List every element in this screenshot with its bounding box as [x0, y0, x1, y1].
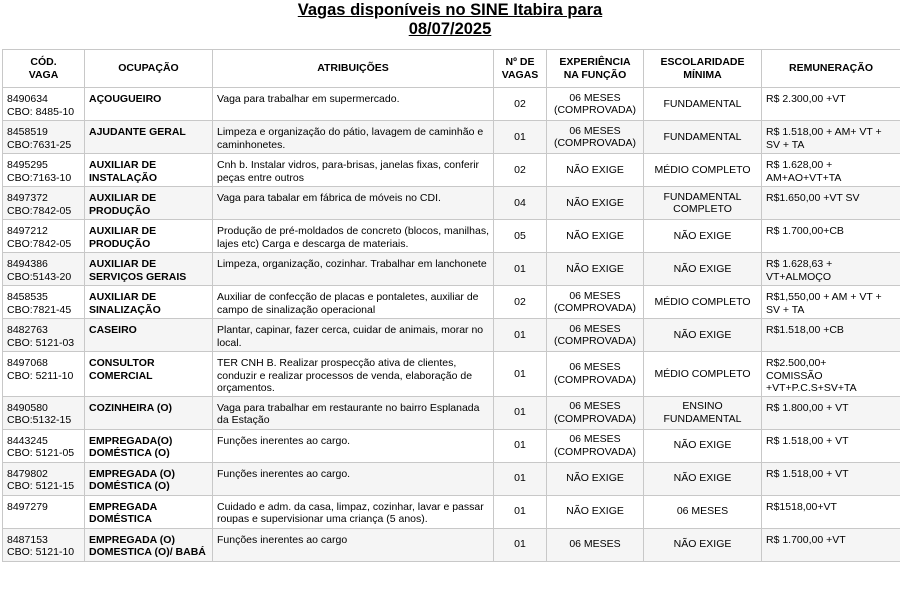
cell-atribuicoes: [213, 495, 494, 528]
row-exp2: (COMPROVADA): [553, 412, 637, 425]
cell-experiencia: [547, 121, 644, 154]
row-rem2: AM+AO+VT+TA: [766, 171, 842, 184]
cell-experiencia: [547, 220, 644, 253]
row-cbo: CBO: 8485-10: [7, 105, 75, 118]
row-exp2: (COMPROVADA): [553, 137, 637, 149]
row-cbo: CBO: 5121-10: [7, 546, 75, 558]
header-atribuicoes: ATRIBUIÇÕES: [213, 50, 494, 88]
row-vagas: 01: [514, 505, 526, 518]
row-cod: 8495295: [7, 159, 48, 171]
row-exp2: (COMPROVADA): [553, 445, 637, 458]
cell-remuneracao: [762, 528, 900, 561]
row-atribuicoes: Vaga para trabalhar em supermercado.: [217, 93, 400, 105]
cell-ocupacao: [85, 121, 213, 154]
cell-experiencia: [547, 319, 644, 352]
header-cod: CÓD. VAGA: [3, 50, 85, 88]
row-esc1: MÉDIO COMPLETO: [654, 163, 751, 176]
cell-escolaridade: [644, 429, 762, 462]
cell-escolaridade: [644, 319, 762, 352]
row-cbo: CBO:7842-05: [7, 237, 72, 250]
row-ocupacao: AJUDANTE GERAL: [89, 126, 186, 138]
cell-remuneracao: [762, 319, 900, 352]
table-row: [3, 253, 900, 286]
cell-cod: [3, 429, 85, 462]
row-ocupacao: AUXILIAR DE PRODUÇÃO: [89, 225, 157, 250]
cell-escolaridade: [644, 495, 762, 528]
cell-escolaridade: [644, 154, 762, 187]
cell-atribuicoes: [213, 220, 494, 253]
row-cod: 8490580: [7, 401, 48, 414]
cell-cod: [3, 319, 85, 352]
cell-cod: [3, 154, 85, 187]
row-atribuicoes: Funções inerentes ao cargo.: [217, 467, 351, 480]
row-atribuicoes: Plantar, capinar, fazer cerca, cuidar de animais, morar no local.: [217, 324, 484, 349]
row-atribuicoes: Cuidado e adm. da casa, limpaz, cozinhar, lavar e passar roupas e supervisionar uma criança (5 anos).: [217, 500, 484, 525]
cell-ocupacao: [85, 462, 213, 495]
row-cod: 8479802: [7, 467, 48, 480]
row-cbo: CBO:7821-45: [7, 303, 72, 316]
row-ocupacao: COZINHEIRA (O): [89, 401, 173, 414]
cell-vagas: [494, 528, 547, 561]
row-cod: 8482763: [7, 324, 48, 336]
row-exp1: 06 MESES: [569, 400, 621, 412]
cell-ocupacao: [85, 429, 213, 462]
row-exp1: NÃO EXIGE: [566, 472, 624, 485]
row-ocupacao: CASEIRO: [89, 324, 137, 336]
header-experiencia: EXPERIÊNCIA NA FUNÇÃO: [547, 50, 644, 88]
row-esc1: 06 MESES: [676, 505, 729, 518]
row-ocupacao: EMPREGADA (O) DOMESTICA (O)/ BABÁ: [89, 533, 206, 558]
table-row: [3, 154, 900, 187]
row-esc1: NÃO EXIGE: [673, 472, 732, 485]
cell-experiencia: [547, 187, 644, 220]
page-title: [0, 0, 900, 39]
row-ocupacao: EMPREGADA(O) DOMÉSTICA (O): [89, 434, 173, 459]
cell-remuneracao: [762, 429, 900, 462]
row-vagas: 01: [514, 367, 526, 380]
table-row: [3, 286, 900, 319]
row-cod: 8487153: [7, 533, 48, 546]
row-rem2: SV + TA: [766, 303, 805, 316]
cell-remuneracao: [762, 396, 900, 429]
table-row: [3, 187, 900, 220]
row-vagas: 02: [514, 295, 526, 308]
row-vagas: 01: [514, 406, 526, 419]
cell-ocupacao: [85, 187, 213, 220]
row-vagas: 01: [514, 472, 526, 485]
cell-vagas: [494, 121, 547, 154]
row-exp1: NÃO EXIGE: [566, 505, 624, 518]
cell-atribuicoes: [213, 253, 494, 286]
row-esc1: NÃO EXIGE: [673, 439, 732, 452]
row-cod: 8497279: [7, 500, 48, 513]
cell-escolaridade: [644, 528, 762, 561]
title-line-1: Vagas disponíveis no SINE Itabira para: [297, 1, 603, 19]
cell-vagas: [494, 88, 547, 121]
cell-cod: [3, 286, 85, 319]
cell-experiencia: [547, 286, 644, 319]
cell-escolaridade: [644, 88, 762, 121]
cell-vagas: [494, 286, 547, 319]
row-cbo: CBO:7842-05: [7, 204, 72, 217]
cell-atribuicoes: [213, 429, 494, 462]
table-row: [3, 462, 900, 495]
cell-cod: [3, 88, 85, 121]
cell-cod: [3, 352, 85, 397]
vacancies-table: [2, 49, 900, 562]
row-vagas: 04: [514, 196, 526, 209]
row-rem1: R$ 1.700,00 +VT: [766, 533, 846, 546]
table-row: [3, 220, 900, 253]
row-ocupacao: CONSULTOR COMERCIAL: [89, 357, 155, 382]
row-cod: 8458519: [7, 126, 48, 138]
cell-remuneracao: [762, 187, 900, 220]
row-vagas: 02: [514, 97, 526, 110]
row-cbo: CBO: 5121-15: [7, 480, 75, 492]
cell-vagas: [494, 319, 547, 352]
title-line-2: 08/07/2025: [408, 20, 492, 38]
cell-ocupacao: [85, 319, 213, 352]
row-exp2: (COMPROVADA): [553, 335, 637, 347]
row-cod: 8497212: [7, 225, 48, 237]
row-exp1: NÃO EXIGE: [566, 196, 624, 209]
cell-remuneracao: [762, 352, 900, 397]
cell-ocupacao: [85, 528, 213, 561]
cell-experiencia: [547, 88, 644, 121]
cell-vagas: [494, 352, 547, 397]
header-vagas: Nº DE VAGAS: [494, 50, 547, 88]
row-ocupacao: AUXILIAR DE SERVIÇOS GERAIS: [89, 258, 187, 283]
row-rem1: R$ 1.518,00 + AM+ VT +: [766, 126, 882, 138]
row-rem1: R$1.518,00 +CB: [766, 324, 844, 336]
row-exp1: NÃO EXIGE: [566, 163, 624, 176]
row-atribuicoes: TER CNH B. Realizar prospecção ativa de clientes, conduzir e realizar processos de venda, elaboração de orçamentos.: [217, 357, 473, 394]
cell-atribuicoes: [213, 187, 494, 220]
row-atribuicoes: Auxiliar de confecção de placas e pontaletes, auxiliar de campo de sinalização operacional: [217, 291, 479, 316]
row-ocupacao: AUXILIAR DE SINALIZAÇÃO: [89, 291, 161, 316]
cell-cod: [3, 253, 85, 286]
row-exp1: 06 MESES: [569, 91, 621, 104]
cell-atribuicoes: [213, 396, 494, 429]
cell-atribuicoes: [213, 154, 494, 187]
table-row: [3, 319, 900, 352]
row-cbo: CBO: 5121-03: [7, 336, 75, 349]
row-cod: 8458535: [7, 291, 48, 303]
cell-escolaridade: [644, 121, 762, 154]
row-esc1: ENSINO: [682, 400, 723, 412]
cell-escolaridade: [644, 253, 762, 286]
row-atribuicoes: Produção de pré-moldados de concreto (blocos, manilhas, lajes etc) Carga e descarga de materiais.: [217, 225, 489, 250]
cell-remuneracao: [762, 88, 900, 121]
row-cbo: CBO:5132-15: [7, 414, 72, 426]
cell-remuneracao: [762, 154, 900, 187]
row-vagas: 01: [514, 130, 526, 143]
table-row: [3, 429, 900, 462]
row-exp1: 06 MESES: [569, 322, 621, 335]
row-exp2: (COMPROVADA): [553, 104, 637, 116]
row-esc1: FUNDAMENTAL: [663, 130, 742, 143]
row-rem2: SV + TA: [766, 138, 805, 151]
row-esc1: FUNDAMENTAL: [663, 97, 742, 110]
row-rem1: R$ 1.628,63 +: [766, 258, 833, 270]
cell-remuneracao: [762, 121, 900, 154]
cell-vagas: [494, 220, 547, 253]
row-esc1: NÃO EXIGE: [673, 229, 732, 242]
row-esc2: FUNDAMENTAL: [663, 412, 742, 425]
cell-cod: [3, 528, 85, 561]
cell-experiencia: [547, 429, 644, 462]
cell-vagas: [494, 495, 547, 528]
row-rem3: +VT+P.C.S+SV+TA: [766, 382, 857, 394]
row-cod: 8443245: [7, 434, 48, 447]
cell-remuneracao: [762, 286, 900, 319]
cell-escolaridade: [644, 396, 762, 429]
cell-ocupacao: [85, 495, 213, 528]
cell-ocupacao: [85, 286, 213, 319]
cell-vagas: [494, 396, 547, 429]
cell-experiencia: [547, 528, 644, 561]
table-row: [3, 121, 900, 154]
row-exp1: 06 MESES: [569, 433, 621, 445]
row-exp1: 06 MESES: [569, 124, 621, 137]
row-vagas: 01: [514, 439, 526, 452]
header-row: [3, 50, 900, 88]
row-esc2: COMPLETO: [673, 203, 732, 215]
row-atribuicoes: Cnh b. Instalar vidros, para-brisas, janelas fixas, conferir peças entre outros: [217, 159, 480, 184]
row-esc1: NÃO EXIGE: [673, 262, 732, 275]
cell-cod: [3, 187, 85, 220]
cell-ocupacao: [85, 253, 213, 286]
cell-atribuicoes: [213, 319, 494, 352]
row-vagas: 01: [514, 262, 526, 275]
cell-escolaridade: [644, 462, 762, 495]
row-rem2: VT+ALMOÇO: [766, 270, 832, 283]
cell-escolaridade: [644, 220, 762, 253]
row-rem1: R$ 1.700,00+CB: [766, 225, 844, 237]
cell-vagas: [494, 187, 547, 220]
row-rem1: R$2.500,00+: [766, 357, 827, 369]
table-row: [3, 88, 900, 121]
cell-escolaridade: [644, 187, 762, 220]
cell-escolaridade: [644, 286, 762, 319]
cell-cod: [3, 396, 85, 429]
cell-vagas: [494, 429, 547, 462]
cell-cod: [3, 495, 85, 528]
cell-atribuicoes: [213, 528, 494, 561]
cell-atribuicoes: [213, 121, 494, 154]
cell-atribuicoes: [213, 286, 494, 319]
row-ocupacao: AUXILIAR DE PRODUÇÃO: [89, 192, 157, 217]
row-vagas: 05: [514, 229, 526, 242]
row-cod: 8494386: [7, 258, 48, 270]
header-remuneracao: REMUNERAÇÃO: [762, 50, 900, 88]
row-atribuicoes: Limpeza, organização, cozinhar. Trabalhar em lanchonete: [217, 258, 487, 270]
row-exp1: 06 MESES: [569, 538, 621, 551]
row-ocupacao: AUXILIAR DE INSTALAÇÃO: [89, 159, 158, 184]
row-rem1: R$1518,00+VT: [766, 500, 837, 513]
row-esc1: MÉDIO COMPLETO: [654, 295, 751, 308]
row-atribuicoes: Funções inerentes ao cargo.: [217, 434, 351, 447]
row-atribuicoes: Funções inerentes ao cargo: [217, 533, 348, 546]
row-exp2: (COMPROVADA): [553, 302, 637, 314]
header-escolaridade: ESCOLARIDADE MÍNIMA: [644, 50, 762, 88]
cell-cod: [3, 220, 85, 253]
cell-escolaridade: [644, 352, 762, 397]
cell-remuneracao: [762, 495, 900, 528]
cell-experiencia: [547, 253, 644, 286]
row-ocupacao: EMPREGADA DOMÉSTICA: [89, 500, 157, 525]
cell-vagas: [494, 253, 547, 286]
row-cbo: CBO: 5121-05: [7, 447, 75, 459]
row-atribuicoes: Vaga para trabalhar em restaurante no bairro Esplanada da Estação: [217, 401, 480, 426]
row-exp2: (COMPROVADA): [553, 373, 637, 386]
row-rem1: R$ 1.518,00 + VT: [766, 467, 849, 480]
cell-vagas: [494, 154, 547, 187]
row-exp1: NÃO EXIGE: [566, 229, 624, 242]
cell-experiencia: [547, 352, 644, 397]
row-cbo: CBO: 5211-10: [7, 369, 74, 382]
row-cod: 8497068: [7, 357, 48, 369]
cell-ocupacao: [85, 88, 213, 121]
row-ocupacao: AÇOUGUEIRO: [89, 93, 162, 105]
row-vagas: 02: [514, 163, 526, 176]
row-cod: 8497372: [7, 192, 48, 204]
row-rem1: R$ 2.300,00 +VT: [766, 93, 846, 105]
cell-remuneracao: [762, 220, 900, 253]
table-row: [3, 528, 900, 561]
cell-ocupacao: [85, 352, 213, 397]
header-ocupacao: OCUPAÇÃO: [85, 50, 213, 88]
row-rem1: R$1.650,00 +VT SV: [766, 192, 860, 204]
row-cbo: CBO:7163-10: [7, 171, 72, 184]
row-atribuicoes: Limpeza e organização do pátio, lavagem de caminhão e caminhonetes.: [217, 126, 484, 151]
cell-experiencia: [547, 396, 644, 429]
row-atribuicoes: Vaga para tabalar em fábrica de móveis no CDI.: [217, 192, 441, 204]
cell-remuneracao: [762, 253, 900, 286]
row-esc1: MÉDIO COMPLETO: [654, 367, 751, 380]
cell-experiencia: [547, 495, 644, 528]
row-esc1: FUNDAMENTAL: [663, 190, 742, 203]
cell-experiencia: [547, 462, 644, 495]
row-rem2: COMISSÃO: [766, 369, 823, 382]
row-esc1: NÃO EXIGE: [673, 538, 732, 551]
row-exp1: 06 MESES: [569, 289, 621, 302]
cell-remuneracao: [762, 462, 900, 495]
row-cbo: CBO:5143-20: [7, 270, 72, 283]
cell-vagas: [494, 462, 547, 495]
cell-atribuicoes: [213, 352, 494, 397]
row-rem1: R$ 1.800,00 + VT: [766, 401, 849, 414]
cell-ocupacao: [85, 396, 213, 429]
cell-cod: [3, 462, 85, 495]
row-esc1: NÃO EXIGE: [673, 328, 732, 341]
cell-cod: [3, 121, 85, 154]
row-rem1: R$ 1.628,00 +: [766, 159, 833, 171]
cell-atribuicoes: [213, 88, 494, 121]
row-rem1: R$1,550,00 + AM + VT +: [766, 291, 882, 303]
row-cod: 8490634: [7, 93, 48, 105]
row-cbo: CBO:7631-25: [7, 138, 72, 151]
cell-ocupacao: [85, 220, 213, 253]
row-rem1: R$ 1.518,00 + VT: [766, 434, 849, 447]
row-vagas: 01: [514, 328, 526, 341]
row-ocupacao: EMPREGADA (O) DOMÉSTICA (O): [89, 467, 175, 492]
table-row: [3, 352, 900, 397]
cell-experiencia: [547, 154, 644, 187]
cell-ocupacao: [85, 154, 213, 187]
cell-atribuicoes: [213, 462, 494, 495]
table-row: [3, 495, 900, 528]
table-row: [3, 396, 900, 429]
row-vagas: 01: [514, 538, 526, 551]
row-exp1: NÃO EXIGE: [566, 262, 624, 275]
row-exp1: 06 MESES: [569, 361, 621, 374]
